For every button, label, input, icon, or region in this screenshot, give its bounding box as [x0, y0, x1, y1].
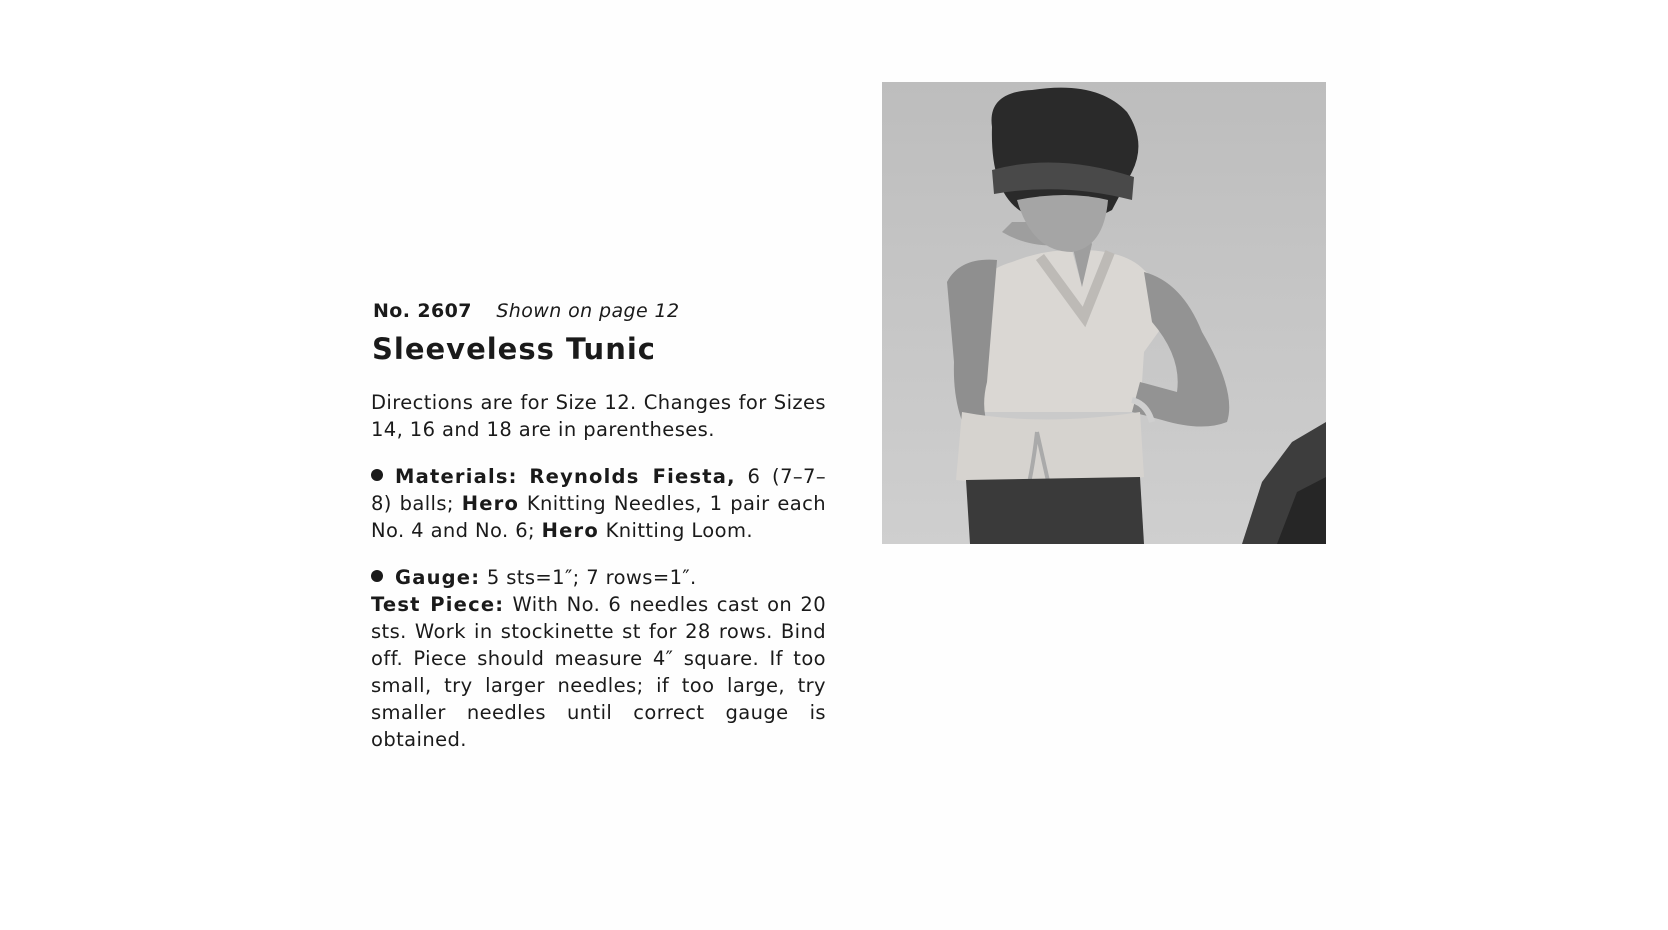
directions-paragraph: Directions are for Size 12. Changes for Sizes 14, 16 and 18 are in parentheses. — [371, 391, 826, 441]
gauge-paragraph — [371, 564, 826, 591]
bullet-icon — [371, 469, 383, 481]
bullet-icon — [371, 570, 383, 582]
shown-on-page: Shown on page 12 — [496, 300, 680, 322]
materials-text-1: 6 (7–7–8) balls; — [371, 465, 826, 515]
materials-paragraph — [371, 463, 826, 544]
pattern-number: No. 2607 — [373, 300, 472, 322]
test-piece-paragraph — [371, 591, 826, 753]
page-title: Sleeveless Tunic — [372, 332, 656, 366]
gauge-text: 5 sts=1″; 7 rows=1″. — [480, 566, 697, 589]
loom-brand: Hero — [541, 519, 599, 542]
yarn-brand: Reynolds Fiesta, — [529, 465, 736, 488]
test-piece-text: With No. 6 needles cast on 20 sts. Work in stockinette st for 28 rows. Bind off. Piece should measure 4″ square. If too small, try larger needles; if too large, try smaller needles until correct gauge is obtained. — [371, 593, 827, 751]
materials-label: Materials: — [395, 465, 518, 488]
materials-text-2: Knitting Needles, 1 pair each No. 4 and No. 6; — [371, 492, 826, 542]
needles-brand: Hero — [461, 492, 520, 515]
model-photo — [882, 82, 1326, 544]
model-photo-icon — [882, 82, 1326, 544]
pattern-header — [373, 298, 826, 325]
test-piece-label: Test Piece: — [371, 593, 505, 616]
pattern-text — [370, 298, 826, 773]
materials-text-3: Knitting Loom. — [598, 519, 753, 542]
gauge-label: Gauge: — [395, 566, 481, 589]
